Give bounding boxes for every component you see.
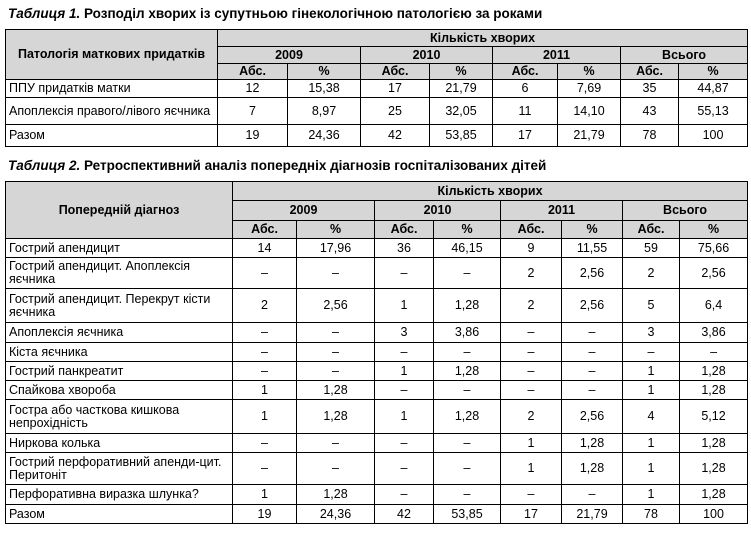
table1-cell: 19 bbox=[218, 125, 288, 147]
table2-cell: 1 bbox=[623, 381, 680, 400]
table1-cell: 53,85 bbox=[430, 125, 493, 147]
table2-sub-pct: % bbox=[680, 221, 748, 239]
table2-cell: 11,55 bbox=[562, 239, 623, 258]
table2-row-label: Гострий апендицит. Перекрут кісти яєчника bbox=[6, 289, 233, 323]
table2-cell: 2 bbox=[623, 258, 680, 289]
table2-cell: 14 bbox=[233, 239, 297, 258]
table2-cell: 2 bbox=[501, 400, 562, 434]
table2-cell: 17 bbox=[501, 505, 562, 524]
table2-row bbox=[6, 505, 748, 524]
table2-sub-abs: Абс. bbox=[501, 221, 562, 239]
table2-cell: 1 bbox=[501, 434, 562, 453]
table2-cell: 2,56 bbox=[680, 258, 748, 289]
table2-cell: – bbox=[501, 485, 562, 505]
table1-cell: 15,38 bbox=[288, 80, 361, 98]
table2-row bbox=[6, 343, 748, 362]
table2-cell: – bbox=[562, 362, 623, 381]
table2-cell: – bbox=[680, 343, 748, 362]
table2-cell: 1 bbox=[375, 289, 434, 323]
table2-cell: – bbox=[297, 362, 375, 381]
table1-caption-lead: Таблиця 1. bbox=[8, 6, 81, 21]
table1-cell: 24,36 bbox=[288, 125, 361, 147]
table1-row-header: Патологія маткових придатків bbox=[6, 30, 218, 80]
table2-cell: – bbox=[297, 343, 375, 362]
table1-cell: 12 bbox=[218, 80, 288, 98]
table2-cell: 53,85 bbox=[434, 505, 501, 524]
table1-cell: 35 bbox=[621, 80, 679, 98]
table1-cell: 14,10 bbox=[558, 98, 621, 125]
table2-cell: – bbox=[623, 343, 680, 362]
table1-sub-pct: % bbox=[430, 64, 493, 80]
table1-row bbox=[6, 125, 748, 147]
table2-cell: 21,79 bbox=[562, 505, 623, 524]
table2-cell: 78 bbox=[623, 505, 680, 524]
table2-sub-pct: % bbox=[562, 221, 623, 239]
table2-cell: – bbox=[375, 343, 434, 362]
table2-caption-lead: Таблиця 2. bbox=[8, 158, 81, 173]
table2-cell: – bbox=[434, 434, 501, 453]
table2-cell: 1 bbox=[375, 400, 434, 434]
table2-row bbox=[6, 323, 748, 343]
table1-caption-text: Розподіл хворих із супутньою гінекологічною патологією за роками bbox=[80, 6, 543, 21]
table2-cell: 1,28 bbox=[680, 453, 748, 485]
table2-cell: – bbox=[562, 343, 623, 362]
table1-cell: 25 bbox=[361, 98, 430, 125]
table2-row bbox=[6, 362, 748, 381]
table2-row-label: Гострий апендицит bbox=[6, 239, 233, 258]
table2 bbox=[5, 181, 748, 524]
table2-cell: 46,15 bbox=[434, 239, 501, 258]
table2-cell: – bbox=[375, 485, 434, 505]
table2-row bbox=[6, 485, 748, 505]
table1-cell: 8,97 bbox=[288, 98, 361, 125]
table2-cell: – bbox=[501, 362, 562, 381]
table1 bbox=[5, 29, 748, 147]
table2-cell: 5,12 bbox=[680, 400, 748, 434]
table2-sub-abs: Абс. bbox=[623, 221, 680, 239]
table2-cell: – bbox=[233, 362, 297, 381]
table2-cell: 2 bbox=[501, 289, 562, 323]
table2-cell: 42 bbox=[375, 505, 434, 524]
table1-cell: 21,79 bbox=[558, 125, 621, 147]
table2-cell: 1,28 bbox=[434, 400, 501, 434]
table2-year-header: 2010 bbox=[375, 201, 501, 221]
table1-sub-pct: % bbox=[679, 64, 748, 80]
table2-row-header: Попередній діагноз bbox=[6, 182, 233, 239]
table2-row bbox=[6, 239, 748, 258]
table2-cell: 5 bbox=[623, 289, 680, 323]
table2-cell: 1,28 bbox=[680, 362, 748, 381]
table1-sub-abs: Абс. bbox=[218, 64, 288, 80]
table2-cell: 1 bbox=[233, 485, 297, 505]
table2-cell: 1 bbox=[623, 434, 680, 453]
table2-row bbox=[6, 434, 748, 453]
table2-cell: – bbox=[375, 258, 434, 289]
table1-row-label: ППУ придатків матки bbox=[6, 80, 218, 98]
table2-cell: 2 bbox=[501, 258, 562, 289]
table2-cell: – bbox=[233, 258, 297, 289]
table2-cell: 2,56 bbox=[562, 258, 623, 289]
table2-cell: – bbox=[434, 343, 501, 362]
table2-cell: – bbox=[375, 434, 434, 453]
table2-row-label: Ниркова колька bbox=[6, 434, 233, 453]
table2-row bbox=[6, 381, 748, 400]
table2-cell: – bbox=[297, 434, 375, 453]
table2-cell: 59 bbox=[623, 239, 680, 258]
table2-cell: – bbox=[297, 323, 375, 343]
table2-cell: – bbox=[233, 323, 297, 343]
table2-cell: – bbox=[501, 323, 562, 343]
table1-sub-abs: Абс. bbox=[493, 64, 558, 80]
table2-row-label: Гострий панкреатит bbox=[6, 362, 233, 381]
table2-cell: – bbox=[297, 258, 375, 289]
table1-year-header: 2011 bbox=[493, 47, 621, 64]
table2-cell: 1 bbox=[375, 362, 434, 381]
table1-year-header: 2010 bbox=[361, 47, 493, 64]
table1-cell: 78 bbox=[621, 125, 679, 147]
table2-cell: 1 bbox=[233, 381, 297, 400]
table2-year-header: 2011 bbox=[501, 201, 623, 221]
table1-row-label: Апоплексія правого/лівого яєчника bbox=[6, 98, 218, 125]
table2-row-label: Перфоративна виразка шлунка? bbox=[6, 485, 233, 505]
table2-cell: 19 bbox=[233, 505, 297, 524]
table1-cell: 11 bbox=[493, 98, 558, 125]
table1-cell: 7,69 bbox=[558, 80, 621, 98]
table1-cell: 32,05 bbox=[430, 98, 493, 125]
table1-sub-pct: % bbox=[558, 64, 621, 80]
table2-cell: – bbox=[233, 434, 297, 453]
table2-cell: 1,28 bbox=[434, 289, 501, 323]
table2-cell: 3 bbox=[623, 323, 680, 343]
table2-cell: 2,56 bbox=[297, 289, 375, 323]
table2-cell: – bbox=[562, 485, 623, 505]
table1-sub-pct: % bbox=[288, 64, 361, 80]
table2-cell: 2,56 bbox=[562, 289, 623, 323]
table2-cell: 1,28 bbox=[562, 434, 623, 453]
table2-cell: 1 bbox=[623, 362, 680, 381]
table2-cell: – bbox=[297, 453, 375, 485]
table2-cell: 3,86 bbox=[434, 323, 501, 343]
table2-sub-pct: % bbox=[434, 221, 501, 239]
table1-cell: 55,13 bbox=[679, 98, 748, 125]
table1-count-header: Кількість хворих bbox=[218, 30, 748, 47]
table2-cell: 1 bbox=[501, 453, 562, 485]
table2-cell: 1,28 bbox=[680, 485, 748, 505]
table2-cell: – bbox=[501, 343, 562, 362]
table2-cell: – bbox=[375, 453, 434, 485]
table1-cell: 21,79 bbox=[430, 80, 493, 98]
table2-row bbox=[6, 289, 748, 323]
table2-row-label: Гострий перфоративний апенди-цит. Перитоніт bbox=[6, 453, 233, 485]
table2-cell: 1 bbox=[233, 400, 297, 434]
table2-year-header: 2009 bbox=[233, 201, 375, 221]
table2-cell: 1,28 bbox=[297, 400, 375, 434]
table2-count-header: Кількість хворих bbox=[233, 182, 748, 201]
table2-year-header: Всього bbox=[623, 201, 748, 221]
table1-cell: 44,87 bbox=[679, 80, 748, 98]
table2-cell: 1 bbox=[623, 453, 680, 485]
table1-cell: 17 bbox=[493, 125, 558, 147]
table2-cell: – bbox=[233, 343, 297, 362]
table1-row-label: Разом bbox=[6, 125, 218, 147]
table2-cell: 1,28 bbox=[680, 434, 748, 453]
table1-cell: 43 bbox=[621, 98, 679, 125]
table2-cell: – bbox=[434, 258, 501, 289]
table2-cell: 9 bbox=[501, 239, 562, 258]
table2-cell: 1,28 bbox=[434, 362, 501, 381]
table2-cell: 1,28 bbox=[297, 485, 375, 505]
table2-row-label: Спайкова хвороба bbox=[6, 381, 233, 400]
table2-sub-abs: Абс. bbox=[233, 221, 297, 239]
table2-cell: – bbox=[434, 381, 501, 400]
table1-cell: 42 bbox=[361, 125, 430, 147]
table2-cell: 17,96 bbox=[297, 239, 375, 258]
table2-row bbox=[6, 453, 748, 485]
table2-cell: 1,28 bbox=[562, 453, 623, 485]
table1-row bbox=[6, 80, 748, 98]
table2-row-label: Гостра або часткова кишкова непрохідність bbox=[6, 400, 233, 434]
table1-cell: 7 bbox=[218, 98, 288, 125]
table2-cell: 4 bbox=[623, 400, 680, 434]
table2-row bbox=[6, 400, 748, 434]
table1-year-header: Всього bbox=[621, 47, 748, 64]
table2-cell: – bbox=[233, 453, 297, 485]
table2-cell: 100 bbox=[680, 505, 748, 524]
table1-cell: 17 bbox=[361, 80, 430, 98]
table1-sub-abs: Абс. bbox=[621, 64, 679, 80]
table2-cell: 3,86 bbox=[680, 323, 748, 343]
table2-sub-abs: Абс. bbox=[375, 221, 434, 239]
table2-cell: 6,4 bbox=[680, 289, 748, 323]
table2-cell: 1,28 bbox=[680, 381, 748, 400]
table1-row bbox=[6, 98, 748, 125]
table2-cell: 3 bbox=[375, 323, 434, 343]
table2-cell: – bbox=[501, 381, 562, 400]
table2-row-label: Разом bbox=[6, 505, 233, 524]
table2-cell: – bbox=[434, 453, 501, 485]
table2-cell: – bbox=[562, 323, 623, 343]
table1-sub-abs: Абс. bbox=[361, 64, 430, 80]
table2-row-label: Кіста яєчника bbox=[6, 343, 233, 362]
table1-caption bbox=[8, 6, 542, 21]
table2-cell: 1 bbox=[623, 485, 680, 505]
table2-row-label: Гострий апендицит. Апоплексія яєчника bbox=[6, 258, 233, 289]
table2-cell: – bbox=[434, 485, 501, 505]
table2-sub-pct: % bbox=[297, 221, 375, 239]
table2-cell: 75,66 bbox=[680, 239, 748, 258]
table1-cell: 100 bbox=[679, 125, 748, 147]
table2-cell: 2 bbox=[233, 289, 297, 323]
table1-year-header: 2009 bbox=[218, 47, 361, 64]
table2-cell: 36 bbox=[375, 239, 434, 258]
table2-cell: 24,36 bbox=[297, 505, 375, 524]
table1-cell: 6 bbox=[493, 80, 558, 98]
table2-cell: 1,28 bbox=[297, 381, 375, 400]
table2-caption-text: Ретроспективний аналіз попередніх діагнозів госпіталізованих дітей bbox=[80, 158, 547, 173]
table2-cell: – bbox=[375, 381, 434, 400]
table2-cell: 2,56 bbox=[562, 400, 623, 434]
table2-caption bbox=[8, 158, 546, 173]
table2-row bbox=[6, 258, 748, 289]
table2-cell: – bbox=[562, 381, 623, 400]
table2-row-label: Апоплексія яєчника bbox=[6, 323, 233, 343]
